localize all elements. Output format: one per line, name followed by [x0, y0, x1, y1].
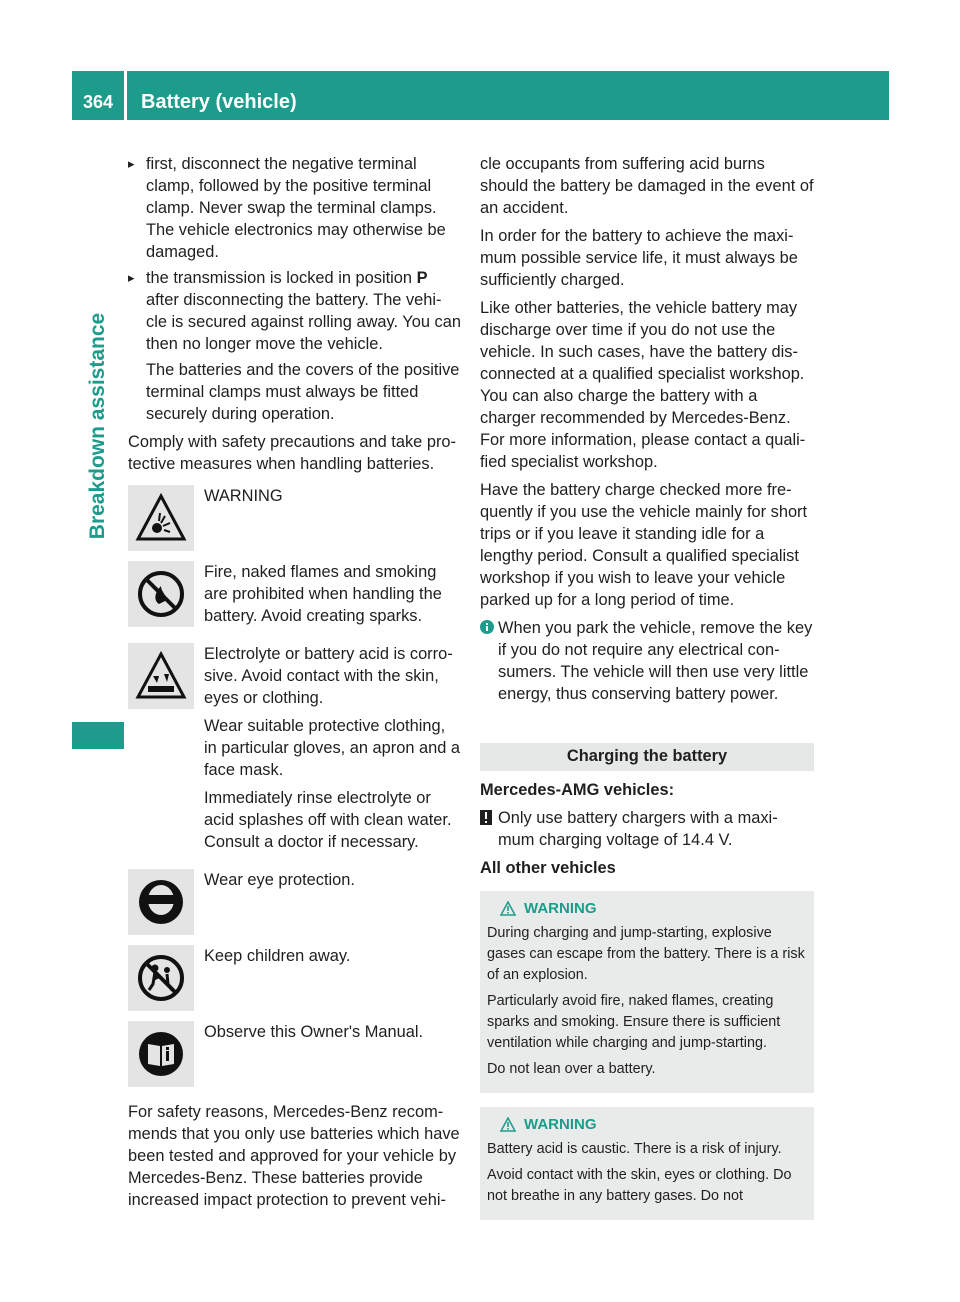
symbol-text: Wear eye protection.	[204, 871, 355, 889]
header-divider	[124, 71, 127, 120]
symbol-row-no-fire	[128, 561, 462, 633]
warning-text: During charging and jump-starting, explosive gases can escape from the battery. There is a risk of an explosion.	[487, 925, 805, 983]
caution-note	[480, 807, 814, 851]
warning-text: Particularly avoid fire, naked flames, creating sparks and smoking. Ensure there is sufficient ventilation while charging and jump-starting.	[487, 993, 781, 1051]
bullet-item: ▸ the transmission is locked in position P after disconnecting the battery. The vehi-cle is secured against rolling away. You can then no longer move the vehicle.	[128, 267, 462, 355]
page-number: 364	[82, 92, 114, 112]
eye-protection-icon	[128, 869, 194, 935]
paragraph: The batteries and the covers of the positive terminal clamps must always be fitted securely during operation.	[146, 361, 460, 423]
side-tab	[72, 132, 124, 719]
symbol-text: WARNING	[204, 487, 283, 505]
warning-text: Avoid contact with the skin, eyes or clothing. Do not breathe in any battery gases. Do not	[487, 1167, 792, 1204]
info-icon	[480, 620, 494, 634]
warning-title: WARNING	[487, 1114, 807, 1135]
symbol-row-manual	[128, 1021, 462, 1087]
owners-manual-icon	[128, 1021, 194, 1087]
symbol-text: Keep children away.	[204, 947, 351, 965]
symbol-row-children	[128, 945, 462, 1011]
warning-text: Do not lean over a battery.	[487, 1061, 656, 1077]
side-tab-label: Breakdown assistance	[86, 312, 109, 539]
explosive-warning-icon	[128, 485, 194, 551]
info-note-text: When you park the vehicle, remove the key if you do not require any electrical con-sumers. The vehicle will then use very little energy, thus conserving battery power.	[498, 619, 813, 703]
symbol-row-corrosive	[128, 643, 462, 859]
warning-title: WARNING	[487, 898, 807, 919]
paragraph: In order for the battery to achieve the maxi-mum possible service life, it must always be sufficiently charged.	[480, 227, 798, 289]
left-column	[128, 153, 462, 1217]
other-vehicles-label: All other vehicles	[480, 859, 616, 877]
paragraph: Comply with safety precautions and take pro-tective measures when handling batteries.	[128, 433, 456, 473]
symbol-row-explosive	[128, 485, 462, 551]
symbol-row-eye	[128, 869, 462, 935]
paragraph: cle occupants from suffering acid burns should the battery be damaged in the event of an accident.	[480, 155, 814, 217]
no-fire-icon	[128, 561, 194, 627]
symbol-text: Fire, naked flames and smoking are prohibited when handling the battery. Avoid creating sparks.	[204, 563, 442, 625]
symbol-text: Wear suitable protective clothing, in particular gloves, an apron and a face mask.	[204, 717, 461, 779]
paragraph: Have the battery charge checked more fre-quently if you use the vehicle mainly for short trips or if you leave it standing idle for a lengthy period. Consult a qualified specialist workshop if you wish to leave your vehicle parked up for a long period of time.	[480, 481, 808, 609]
symbol-text: Immediately rinse electrolyte or acid splashes off with clean water. Consult a doctor if necessary.	[204, 789, 452, 851]
right-column	[480, 153, 814, 1232]
info-note	[480, 617, 814, 705]
exclamation-icon	[480, 810, 492, 825]
paragraph: Like other batteries, the vehicle battery may discharge over time if you do not use the vehicle. In such cases, have the battery dis-connected at a qualified specialist workshop. You can also charge the battery with a charger recommended by Mercedes-Benz. For more information, please contact a quali-fied specialist workshop.	[480, 299, 806, 471]
keep-children-away-icon	[128, 945, 194, 1011]
warning-triangle-icon	[500, 1117, 516, 1132]
warning-box	[480, 1107, 814, 1220]
paragraph: For safety reasons, Mercedes-Benz recom-mends that you only use batteries which have been tested and approved for your vehicle by Mercedes-Benz. These batteries provide increased impact protection to prevent vehi-	[128, 1103, 460, 1209]
warning-triangle-icon	[500, 901, 516, 916]
warning-text: Battery acid is caustic. There is a risk of injury.	[487, 1141, 782, 1157]
bullet-item: ▸ first, disconnect the negative terminal clamp, followed by the positive terminal clamp. Never swap the terminal clamps. The vehicle electronics may otherwise be damaged.	[128, 153, 462, 263]
side-tab-marker	[72, 722, 124, 749]
amg-label: Mercedes-AMG vehicles:	[480, 781, 675, 799]
caution-note-text: Only use battery chargers with a maxi-mum charging voltage of 14.4 V.	[498, 809, 778, 849]
corrosive-warning-icon	[128, 643, 194, 709]
section-title: Battery (vehicle)	[141, 91, 297, 113]
symbol-text: Observe this Owner's Manual.	[204, 1023, 424, 1041]
charging-heading: Charging the battery	[480, 743, 814, 771]
gear-position: P	[416, 269, 428, 287]
warning-box	[480, 891, 814, 1093]
symbol-text: Electrolyte or battery acid is corro-sive. Avoid contact with the skin, eyes or clothing.	[204, 645, 453, 707]
